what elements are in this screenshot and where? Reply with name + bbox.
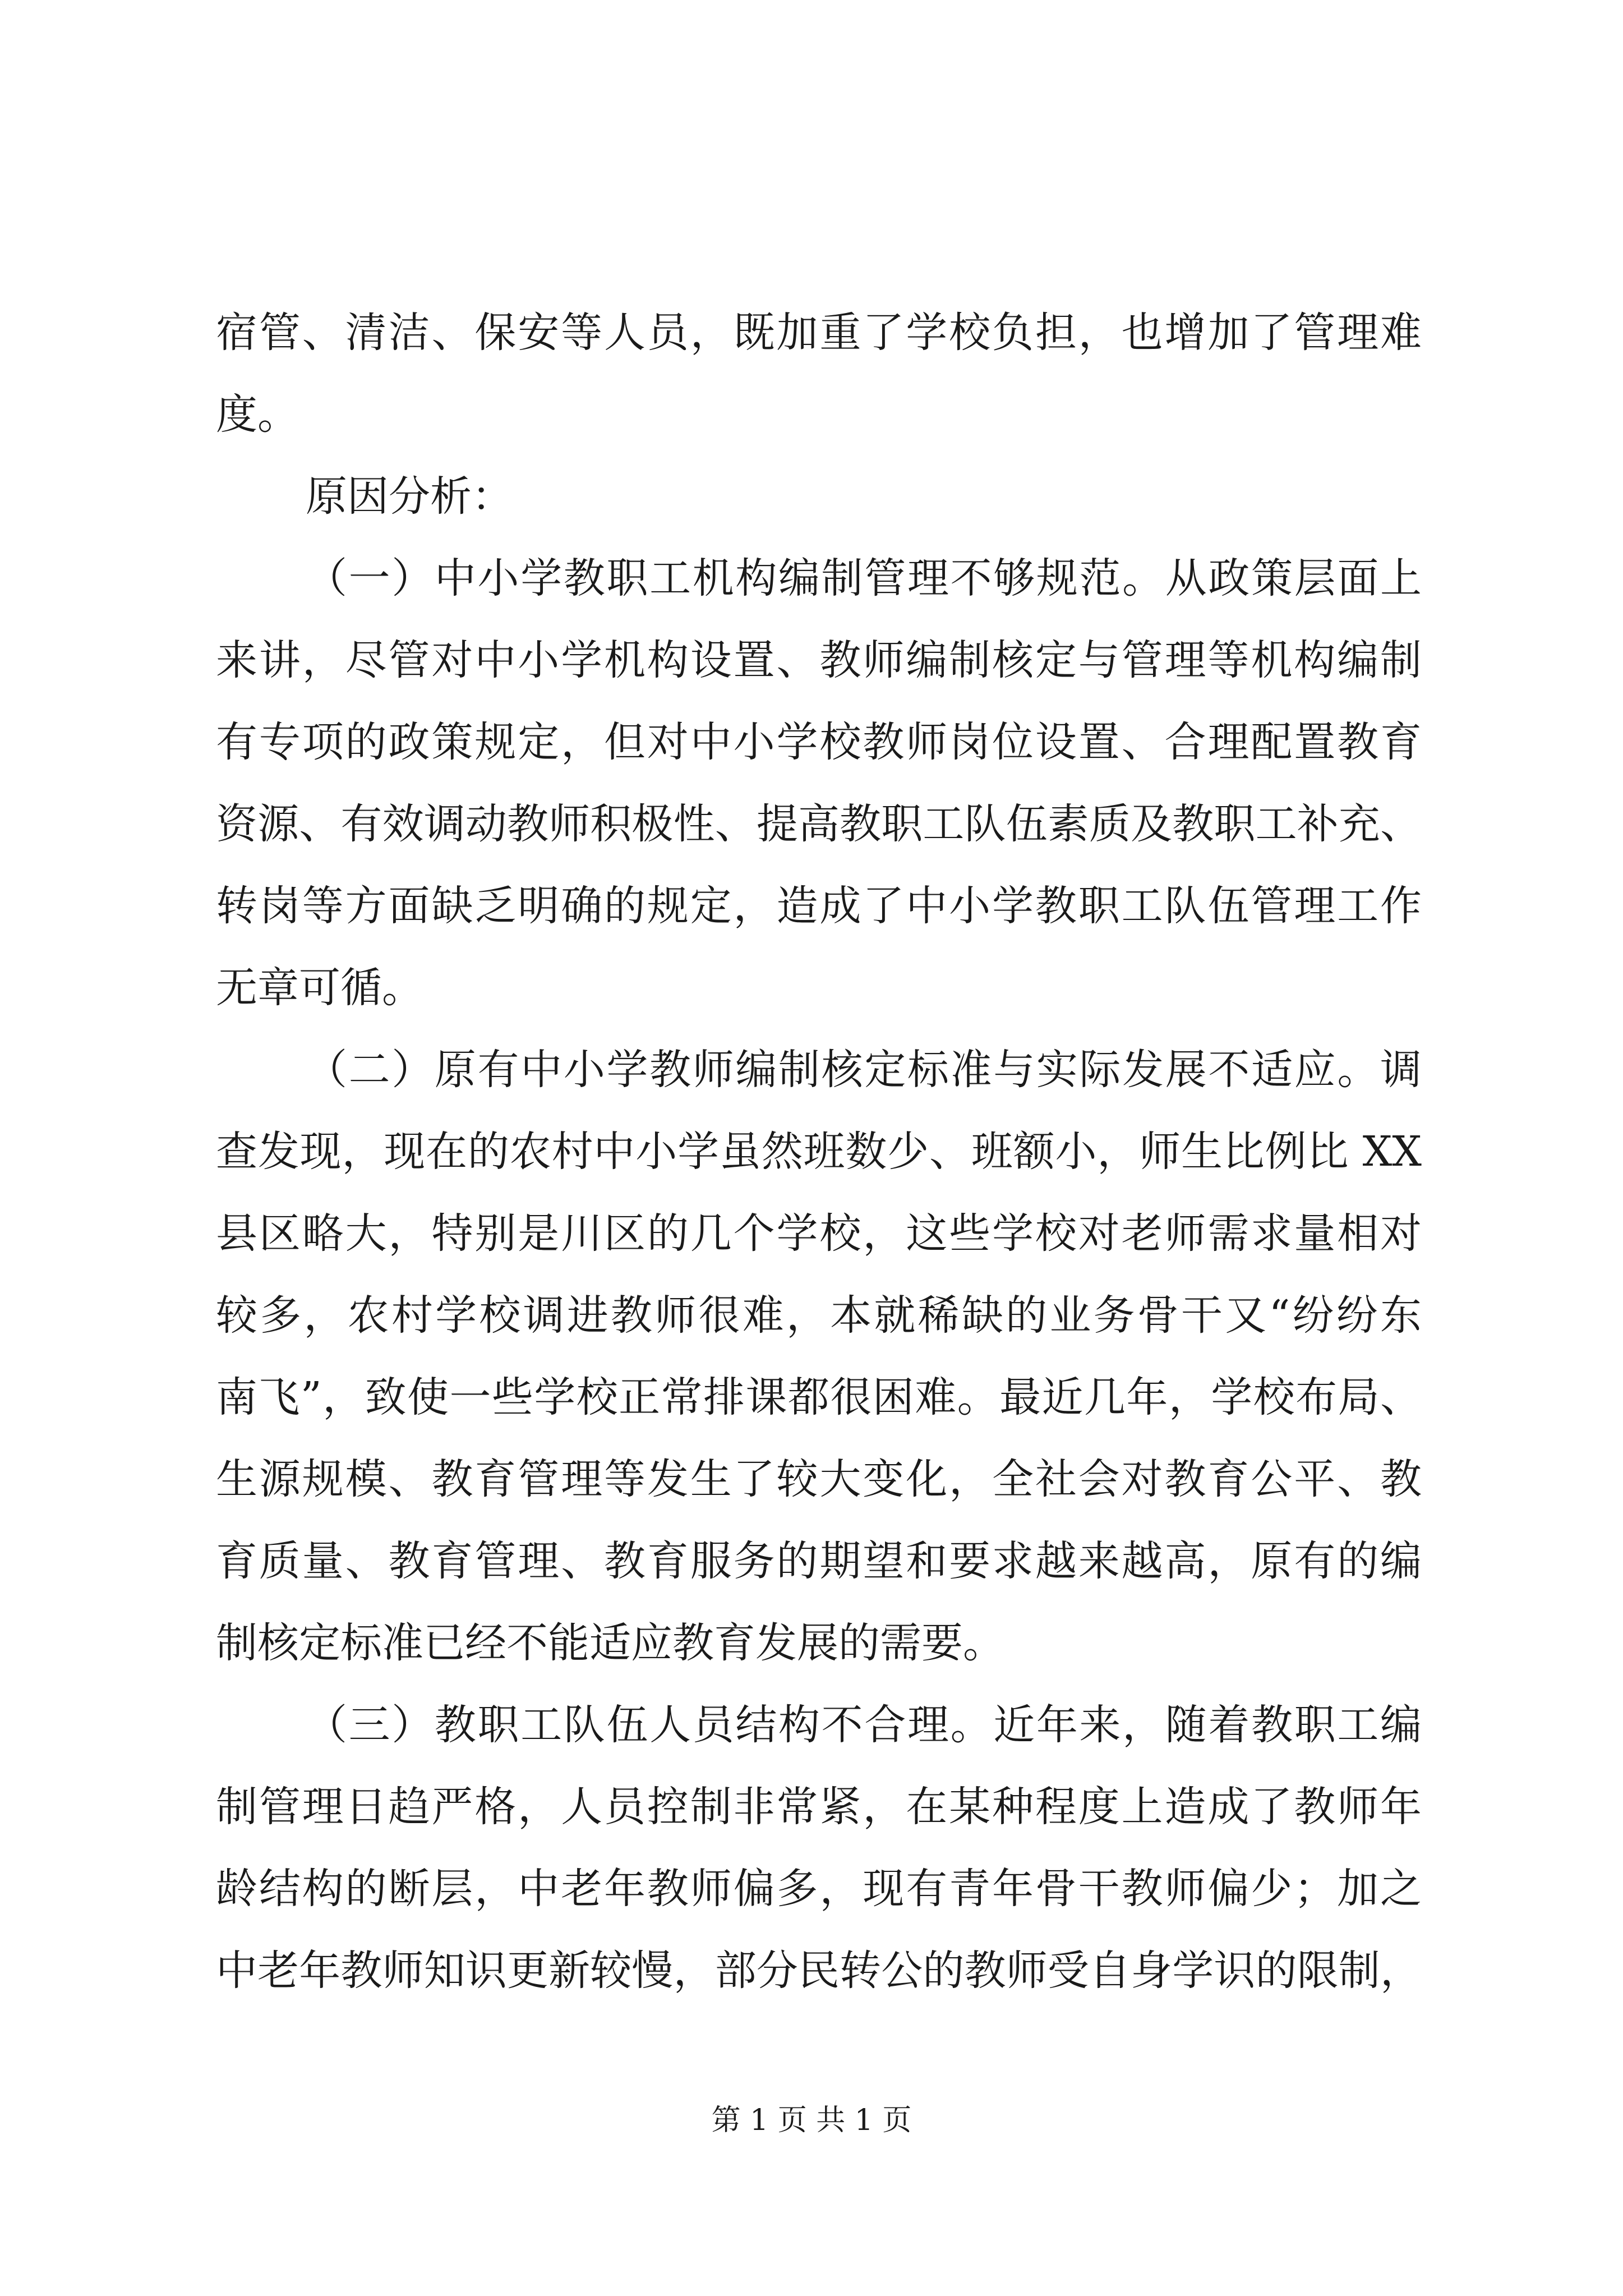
text-line: 无章可循。 — [216, 964, 423, 1012]
text-line: （二）原有中小学教师编制核定标准与实际发展不适应。调 — [306, 1046, 1422, 1094]
text-line: （一）中小学教职工机构编制管理不够规范。从政策层面上 — [306, 554, 1422, 602]
text-line: 县区略大，特别是川区的几个学校，这些学校对老师需求量相对 — [216, 1209, 1422, 1258]
document-body — [216, 292, 1422, 2012]
text-line: 中老年教师知识更新较慢，部分民转公的教师受自身学识的限制， — [216, 1947, 1422, 1995]
text-line: 育质量、教育管理、教育服务的期望和要求越来越高，原有的编 — [216, 1537, 1422, 1585]
text-line: 有专项的政策规定，但对中小学校教师岗位设置、合理配置教育 — [216, 718, 1422, 766]
text-line: （三）教职工队伍人员结构不合理。近年来，随着教职工编 — [306, 1701, 1422, 1749]
section-heading: 原因分析： — [306, 472, 513, 521]
text-line: 查发现，现在的农村中小学虽然班数少、班额小，师生比例比 XX — [216, 1128, 1422, 1176]
text-line: 制管理日趋严格，人员控制非常紧，在某种程度上造成了教师年 — [216, 1783, 1422, 1831]
text-line: 度。 — [216, 390, 299, 439]
text-line: 龄结构的断层，中老年教师偏多，现有青年骨干教师偏少；加之 — [216, 1865, 1422, 1913]
text-line: 制核定标准已经不能适应教育发展的需要。 — [216, 1619, 1004, 1667]
text-line: 宿管、清洁、保安等人员，既加重了学校负担，也增加了管理难 — [216, 309, 1422, 357]
text-line: 转岗等方面缺乏明确的规定，造成了中小学教职工队伍管理工作 — [216, 882, 1422, 930]
text-line: 资源、有效调动教师积极性、提高教职工队伍素质及教职工补充、 — [216, 800, 1422, 848]
page-number-footer: 第 1 页 共 1 页 — [711, 2104, 912, 2137]
text-line: 生源规模、教育管理等发生了较大变化，全社会对教育公平、教 — [216, 1455, 1422, 1503]
text-line: 南飞”，致使一些学校正常排课都很困难。最近几年，学校布局、 — [216, 1373, 1422, 1421]
text-line: 来讲，尽管对中小学机构设置、教师编制核定与管理等机构编制 — [216, 636, 1422, 684]
text-line: 较多，农村学校调进教师很难，本就稀缺的业务骨干又“纷纷东 — [216, 1291, 1422, 1340]
